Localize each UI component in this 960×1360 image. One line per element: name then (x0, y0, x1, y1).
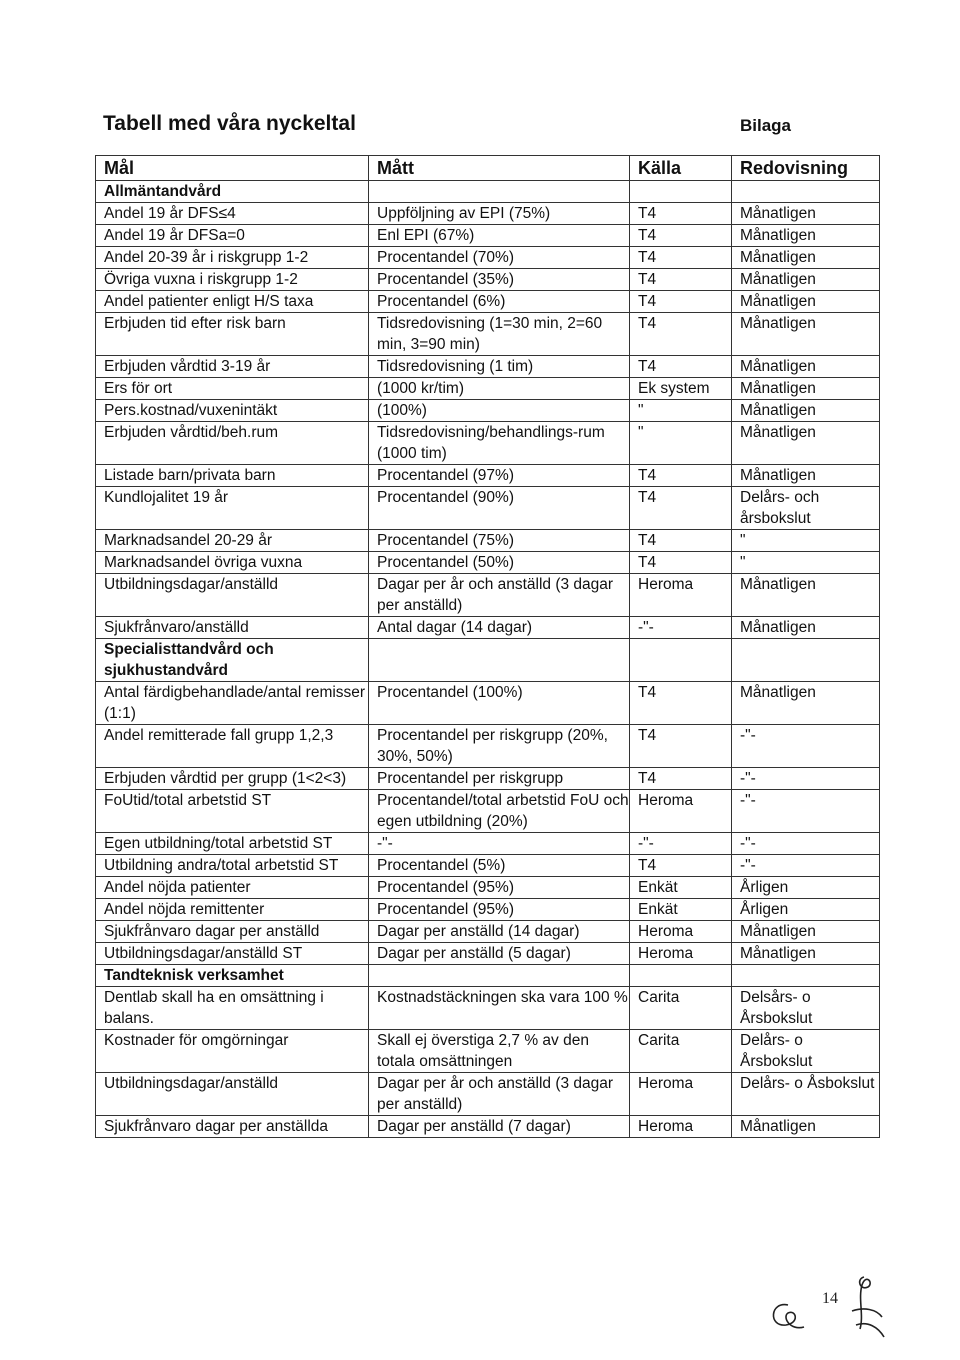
reporting-cell: -"- (732, 768, 880, 790)
goal-cell: Erbjuden vårdtid 3-19 år (96, 356, 369, 378)
source-cell: T4 (630, 530, 732, 552)
source-cell: Heroma (630, 921, 732, 943)
reporting-cell: Årligen (732, 877, 880, 899)
measure-cell: (1000 kr/tim) (369, 378, 630, 400)
table-row (96, 790, 880, 833)
reporting-cell: Årligen (732, 899, 880, 921)
reporting-cell: Delårs- och årsbokslut (732, 487, 880, 530)
source-cell: T4 (630, 768, 732, 790)
table-row (96, 617, 880, 639)
table-row (96, 899, 880, 921)
column-header-reporting: Redovisning (732, 156, 880, 181)
goal-cell: Marknadsandel övriga vuxna (96, 552, 369, 574)
table-row (96, 487, 880, 530)
table-row (96, 552, 880, 574)
goal-cell: FoUtid/total arbetstid ST (96, 790, 369, 833)
goal-cell: Andel nöjda patienter (96, 877, 369, 899)
table-header-row (96, 156, 880, 181)
goal-cell: Dentlab skall ha en omsättning i balans. (96, 987, 369, 1030)
goal-cell: Sjukfrånvaro/anställd (96, 617, 369, 639)
reporting-cell: Månatligen (732, 291, 880, 313)
measure-cell: Tidsredovisning/behandlings-rum (1000 tim) (369, 422, 630, 465)
table-row (96, 855, 880, 877)
source-cell: T4 (630, 552, 732, 574)
goal-cell: Utbildning andra/total arbetstid ST (96, 855, 369, 877)
source-cell: Ek system (630, 378, 732, 400)
measure-cell: Procentandel (97%) (369, 465, 630, 487)
goal-cell: Sjukfrånvaro dagar per anställda (96, 1116, 369, 1138)
goal-cell: Övriga vuxna i riskgrupp 1-2 (96, 269, 369, 291)
table-row (96, 877, 880, 899)
reporting-cell: Månatligen (732, 247, 880, 269)
empty-cell (630, 181, 732, 203)
goal-cell: Andel 20-39 år i riskgrupp 1-2 (96, 247, 369, 269)
measure-cell: Procentandel (6%) (369, 291, 630, 313)
table-row (96, 1030, 880, 1073)
empty-cell (369, 639, 630, 682)
goal-cell: Utbildningsdagar/anställd (96, 574, 369, 617)
source-cell: T4 (630, 291, 732, 313)
section-row (96, 965, 880, 987)
goal-cell: Erbjuden vårdtid/beh.rum (96, 422, 369, 465)
reporting-cell: Delsårs- o Årsbokslut (732, 987, 880, 1030)
source-cell: T4 (630, 725, 732, 768)
source-cell: -"- (630, 833, 732, 855)
reporting-cell: Månatligen (732, 269, 880, 291)
goal-cell: Utbildningsdagar/anställd ST (96, 943, 369, 965)
source-cell: Enkät (630, 899, 732, 921)
measure-cell: Procentandel (5%) (369, 855, 630, 877)
goal-cell: Sjukfrånvaro dagar per anställd (96, 921, 369, 943)
reporting-cell: Månatligen (732, 356, 880, 378)
table-row (96, 378, 880, 400)
goal-cell: Antal färdigbehandlade/antal remisser (1:1) (96, 682, 369, 725)
source-cell: Heroma (630, 1116, 732, 1138)
measure-cell: -"- (369, 833, 630, 855)
reporting-cell: Månatligen (732, 400, 880, 422)
reporting-cell: " (732, 552, 880, 574)
table-row (96, 1116, 880, 1138)
section-heading: Allmäntandvård (96, 181, 369, 203)
section-row (96, 181, 880, 203)
measure-cell: Dagar per anställd (5 dagar) (369, 943, 630, 965)
reporting-cell: Månatligen (732, 225, 880, 247)
source-cell: Carita (630, 1030, 732, 1073)
goal-cell: Andel patienter enligt H/S taxa (96, 291, 369, 313)
empty-cell (369, 181, 630, 203)
source-cell: Heroma (630, 574, 732, 617)
reporting-cell: Månatligen (732, 1116, 880, 1138)
table-row (96, 768, 880, 790)
measure-cell: Enl EPI (67%) (369, 225, 630, 247)
section-heading: Tandteknisk verksamhet (96, 965, 369, 987)
table-row (96, 422, 880, 465)
reporting-cell: Delårs- o Årsbokslut (732, 1030, 880, 1073)
goal-cell: Egen utbildning/total arbetstid ST (96, 833, 369, 855)
table-row (96, 465, 880, 487)
table-row (96, 225, 880, 247)
source-cell: T4 (630, 487, 732, 530)
reporting-cell: Delårs- o Åsbokslut (732, 1073, 880, 1116)
empty-cell (732, 965, 880, 987)
measure-cell: Procentandel (50%) (369, 552, 630, 574)
source-cell: Heroma (630, 790, 732, 833)
table-row (96, 574, 880, 617)
measure-cell: Antal dagar (14 dagar) (369, 617, 630, 639)
section-row (96, 639, 880, 682)
empty-cell (630, 965, 732, 987)
source-cell: T4 (630, 855, 732, 877)
measure-cell: Procentandel (75%) (369, 530, 630, 552)
source-cell: " (630, 422, 732, 465)
source-cell: T4 (630, 203, 732, 225)
goal-cell: Marknadsandel 20-29 år (96, 530, 369, 552)
reporting-cell: -"- (732, 855, 880, 877)
table-row (96, 1073, 880, 1116)
key-figures-table (95, 155, 880, 1138)
goal-cell: Utbildningsdagar/anställd (96, 1073, 369, 1116)
source-cell: Carita (630, 987, 732, 1030)
table-row (96, 530, 880, 552)
source-cell: T4 (630, 247, 732, 269)
source-cell: Heroma (630, 943, 732, 965)
empty-cell (732, 181, 880, 203)
measure-cell: Skall ej överstiga 2,7 % av den totala omsättningen (369, 1030, 630, 1073)
measure-cell: Procentandel (100%) (369, 682, 630, 725)
reporting-cell: Månatligen (732, 682, 880, 725)
measure-cell: Dagar per anställd (7 dagar) (369, 1116, 630, 1138)
goal-cell: Andel 19 år DFS≤4 (96, 203, 369, 225)
source-cell: T4 (630, 682, 732, 725)
document-title: Tabell med våra nyckeltal (103, 112, 356, 135)
goal-cell: Erbjuden tid efter risk barn (96, 313, 369, 356)
empty-cell (369, 965, 630, 987)
measure-cell: Procentandel (35%) (369, 269, 630, 291)
table-row (96, 725, 880, 768)
table-row (96, 921, 880, 943)
column-header-measure: Mått (369, 156, 630, 181)
reporting-cell: Månatligen (732, 465, 880, 487)
source-cell: " (630, 400, 732, 422)
reporting-cell: " (732, 530, 880, 552)
measure-cell: Procentandel (90%) (369, 487, 630, 530)
measure-cell: Procentandel per riskgrupp (369, 768, 630, 790)
table-body (96, 181, 880, 1138)
reporting-cell: Månatligen (732, 617, 880, 639)
source-cell: -"- (630, 617, 732, 639)
measure-cell: Procentandel (70%) (369, 247, 630, 269)
source-cell: Enkät (630, 877, 732, 899)
column-header-source: Källa (630, 156, 732, 181)
measure-cell: Procentandel per riskgrupp (20%, 30%, 50%) (369, 725, 630, 768)
goal-cell: Andel 19 år DFSa=0 (96, 225, 369, 247)
reporting-cell: Månatligen (732, 313, 880, 356)
reporting-cell: -"- (732, 790, 880, 833)
measure-cell: Tidsredovisning (1 tim) (369, 356, 630, 378)
measure-cell: Uppföljning av EPI (75%) (369, 203, 630, 225)
measure-cell: Kostnadstäckningen ska vara 100 % (369, 987, 630, 1030)
column-header-goal: Mål (96, 156, 369, 181)
empty-cell (732, 639, 880, 682)
table-row (96, 356, 880, 378)
table-row (96, 987, 880, 1030)
measure-cell: (100%) (369, 400, 630, 422)
reporting-cell: Månatligen (732, 378, 880, 400)
reporting-cell: -"- (732, 725, 880, 768)
goal-cell: Andel remitterade fall grupp 1,2,3 (96, 725, 369, 768)
measure-cell: Tidsredovisning (1=30 min, 2=60 min, 3=90 min) (369, 313, 630, 356)
reporting-cell: Månatligen (732, 943, 880, 965)
measure-cell: Procentandel (95%) (369, 899, 630, 921)
reporting-cell: Månatligen (732, 203, 880, 225)
page-number: 14 (822, 1290, 838, 1307)
reporting-cell: Månatligen (732, 422, 880, 465)
goal-cell: Kundlojalitet 19 år (96, 487, 369, 530)
appendix-label: Bilaga (740, 116, 792, 135)
table-row (96, 203, 880, 225)
source-cell: T4 (630, 313, 732, 356)
source-cell: T4 (630, 356, 732, 378)
measure-cell: Procentandel (95%) (369, 877, 630, 899)
measure-cell: Dagar per år och anställd (3 dagar per anställd) (369, 574, 630, 617)
measure-cell: Procentandel/total arbetstid FoU och egen utbildning (20%) (369, 790, 630, 833)
measure-cell: Dagar per år och anställd (3 dagar per anställd) (369, 1073, 630, 1116)
table-row (96, 682, 880, 725)
source-cell: T4 (630, 269, 732, 291)
empty-cell (630, 639, 732, 682)
section-heading: Specialisttandvård och sjukhustandvård (96, 639, 369, 682)
table-row (96, 943, 880, 965)
source-cell: Heroma (630, 1073, 732, 1116)
reporting-cell: -"- (732, 833, 880, 855)
goal-cell: Kostnader för omgörningar (96, 1030, 369, 1073)
reporting-cell: Månatligen (732, 921, 880, 943)
source-cell: T4 (630, 225, 732, 247)
source-cell: T4 (630, 465, 732, 487)
table-row (96, 400, 880, 422)
goal-cell: Erbjuden vårdtid per grupp (1<2<3) (96, 768, 369, 790)
goal-cell: Pers.kostnad/vuxenintäkt (96, 400, 369, 422)
table-row (96, 313, 880, 356)
goal-cell: Andel nöjda remittenter (96, 899, 369, 921)
goal-cell: Listade barn/privata barn (96, 465, 369, 487)
table-row (96, 269, 880, 291)
reporting-cell: Månatligen (732, 574, 880, 617)
goal-cell: Ers för ort (96, 378, 369, 400)
measure-cell: Dagar per anställd (14 dagar) (369, 921, 630, 943)
table-row (96, 833, 880, 855)
table-row (96, 247, 880, 269)
table-row (96, 291, 880, 313)
